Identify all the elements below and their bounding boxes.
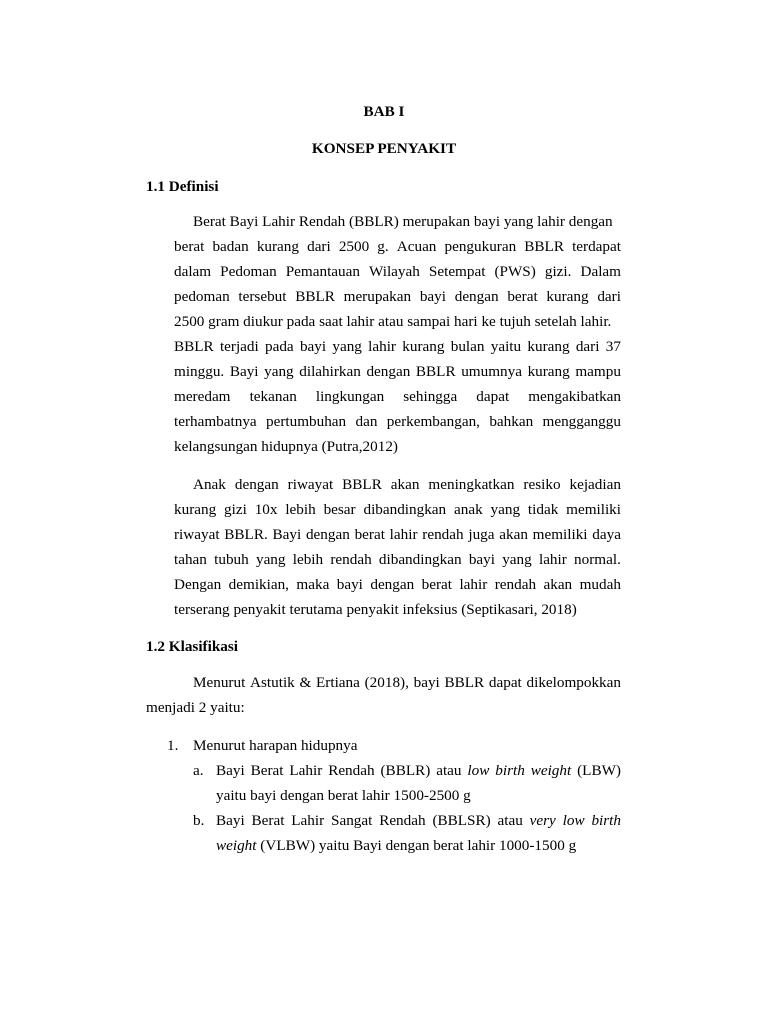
word: dengan (234, 476, 279, 493)
word: riwayat (174, 526, 220, 543)
word: Menurut (193, 674, 246, 691)
word: yang (332, 338, 362, 355)
sublist-item-b-line2 (216, 837, 576, 855)
word: meredam (174, 388, 231, 405)
word: yang (490, 501, 521, 518)
word: dari (307, 238, 331, 255)
word: yaitu (490, 338, 522, 355)
word: yang (264, 363, 294, 380)
text-line: kelangsungan hidupnya (Putra,2012) (174, 438, 398, 455)
word: Acuan (396, 238, 437, 255)
word: rendah (330, 551, 372, 568)
word: memiliki (532, 526, 588, 543)
word: Setempat (428, 263, 486, 280)
word: Bayi (229, 363, 259, 380)
text-line (193, 476, 621, 494)
word: demikian, (228, 576, 289, 593)
sublist-marker: b. (193, 812, 205, 829)
word: (2018), (364, 674, 409, 691)
word: resiko (523, 476, 561, 493)
word: berat (507, 288, 538, 305)
word: dikelompokkan (526, 674, 621, 691)
text-line (174, 263, 621, 281)
word: BBLR (174, 338, 214, 355)
word: (PWS) (494, 263, 536, 280)
word: Bayi (216, 812, 245, 829)
word: bulan (450, 338, 485, 355)
word: kurang (174, 501, 217, 518)
word: lingkungan (315, 388, 385, 405)
text-line (193, 674, 621, 692)
word: pertumbuhan (266, 413, 347, 430)
word: akan (499, 526, 528, 543)
word: bayi (413, 674, 440, 691)
word: tersebut (238, 288, 287, 305)
word: 2500 (338, 238, 370, 255)
word: lahir (459, 576, 488, 593)
word: lahir (538, 551, 567, 568)
word: yang (502, 551, 532, 568)
chapter-label: BAB I (363, 103, 405, 120)
text-line: Berat Bayi Lahir Rendah (BBLR) merupakan bayi yang lahir dengan (193, 213, 613, 230)
text-line (174, 363, 621, 381)
word: tekanan (249, 388, 297, 405)
word: dibandingkan (378, 551, 462, 568)
italic-term: weight (216, 837, 257, 854)
word: dengan (454, 288, 499, 305)
word: pedoman (174, 288, 230, 305)
word: Berat (251, 812, 285, 829)
word: riwayat (287, 476, 334, 493)
text-line (174, 413, 621, 431)
word: akan (390, 476, 420, 493)
word: bahkan (489, 413, 534, 430)
word: besar (323, 501, 356, 518)
word: juga (468, 526, 495, 543)
word: very (529, 812, 556, 829)
word: berat (174, 238, 205, 255)
word: Bayi (216, 762, 245, 779)
word: Wilayah (369, 263, 420, 280)
word: kurang (527, 363, 570, 380)
chapter-title: KONSEP PENYAKIT (311, 140, 457, 157)
list-marker: 1. (167, 737, 179, 754)
word: daya (592, 526, 621, 543)
word: low (562, 812, 585, 829)
word: akan (543, 576, 573, 593)
sublist-item-a-line2: yaitu bayi dengan berat lahir 1500-2500 g (216, 787, 471, 804)
word: mudah (579, 576, 621, 593)
word: weight (530, 762, 572, 779)
word: BBLR (415, 363, 456, 380)
text-line (174, 238, 621, 256)
word: anak (454, 501, 483, 518)
word: Sangat (331, 812, 373, 829)
word: mampu (575, 363, 621, 380)
word: birth (495, 762, 525, 779)
word: g. (377, 238, 389, 255)
word: dengan (305, 526, 350, 543)
word: meningkatkan (428, 476, 515, 493)
word: badan (212, 238, 249, 255)
word: Rendah (328, 762, 375, 779)
word: bayi (299, 338, 327, 355)
text-line: terserang penyakit terutama penyakit infeksius (Septikasari, 2018) (174, 601, 577, 618)
word: gizi (224, 501, 247, 518)
word: Pemantauan (285, 263, 360, 280)
word: dibandingkan (363, 501, 447, 518)
word: atau (497, 812, 523, 829)
word: dengan (366, 363, 411, 380)
word: perkembangan, (386, 413, 480, 430)
word: dapat (488, 674, 522, 691)
word: tahan (174, 551, 207, 568)
text-line: menjadi 2 yaitu: (146, 699, 245, 716)
word: kurang (546, 288, 589, 305)
word: Pedoman (220, 263, 277, 280)
word: dalam (174, 263, 212, 280)
text-line (174, 501, 621, 519)
text-line: 2500 gram diukur pada saat lahir atau sampai hari ke tujuh setelah lahir. (174, 313, 612, 330)
word: BBLR. (224, 526, 268, 543)
word: lebih (285, 501, 316, 518)
word: dilahirkan (299, 363, 361, 380)
word: kurang (402, 338, 445, 355)
word: umumnya (461, 363, 522, 380)
word: Dalam (580, 263, 621, 280)
word: minggu. (174, 363, 225, 380)
section-heading-definisi: 1.1 Definisi (146, 178, 219, 195)
word: bayi (419, 288, 446, 305)
word: Lahir (291, 812, 325, 829)
word: Anak (193, 476, 226, 493)
word: sehingga (403, 388, 458, 405)
word: berat (421, 576, 452, 593)
word: terhambatnya (174, 413, 257, 430)
word: birth (591, 812, 621, 829)
text-segment: (VLBW) yaitu Bayi dengan berat lahir 1000-1500 g (260, 837, 577, 854)
word: dari (597, 288, 621, 305)
word: tidak (527, 501, 559, 518)
word: tubuh (214, 551, 249, 568)
word: Bayi (272, 526, 302, 543)
word: rendah (422, 526, 464, 543)
text-line (174, 526, 621, 544)
word: Berat (250, 762, 284, 779)
word: rendah (494, 576, 537, 593)
word: Lahir (289, 762, 323, 779)
word: BBLR (444, 674, 485, 691)
word: berat (354, 526, 385, 543)
word: 37 (605, 338, 621, 355)
word: gizi. (544, 263, 572, 280)
word: mengganggu (542, 413, 621, 430)
word: kejadian (569, 476, 621, 493)
word: Rendah (379, 812, 426, 829)
word: maka (296, 576, 330, 593)
sublist-item-b-line1 (216, 812, 621, 830)
word: (BBLR) (380, 762, 431, 779)
word: kurang (527, 338, 570, 355)
word: terjadi (219, 338, 259, 355)
word: lebih (292, 551, 324, 568)
word: yang (255, 551, 286, 568)
sublist-item-a-line1 (216, 762, 621, 780)
word: pada (265, 338, 294, 355)
word: BBLR (342, 476, 382, 493)
word: atau (436, 762, 462, 779)
word: dengan (370, 576, 415, 593)
word: bayi (336, 576, 363, 593)
word: BBLR (524, 238, 564, 255)
text-line (174, 288, 621, 306)
text-line (174, 388, 621, 406)
section-heading-klasifikasi: 1.2 Klasifikasi (146, 638, 238, 655)
word: bayi (468, 551, 495, 568)
text-line (174, 551, 621, 569)
word: kurang (256, 238, 299, 255)
word: dapat (476, 388, 510, 405)
word: lahir (389, 526, 418, 543)
sublist-marker: a. (193, 762, 204, 779)
word: pengukuran (444, 238, 517, 255)
word: Dengan (174, 576, 222, 593)
word: (BBLSR) (432, 812, 491, 829)
word: low (467, 762, 490, 779)
word: mengakibatkan (528, 388, 621, 405)
word: BBLR (295, 288, 335, 305)
list-item-text: Menurut harapan hidupnya (193, 737, 358, 754)
text-line (174, 338, 621, 356)
word: merupakan (343, 288, 412, 305)
text-line (174, 576, 621, 594)
word: 10x (254, 501, 278, 518)
word: normal. (574, 551, 621, 568)
word: memiliki (566, 501, 621, 518)
word: dan (355, 413, 378, 430)
word: & (299, 674, 312, 691)
word: Ertiana (316, 674, 360, 691)
word: Astutik (250, 674, 295, 691)
text-segment: (LBW) (577, 762, 621, 779)
word: dari (575, 338, 600, 355)
word: lahir (368, 338, 396, 355)
word: terdapat (572, 238, 621, 255)
